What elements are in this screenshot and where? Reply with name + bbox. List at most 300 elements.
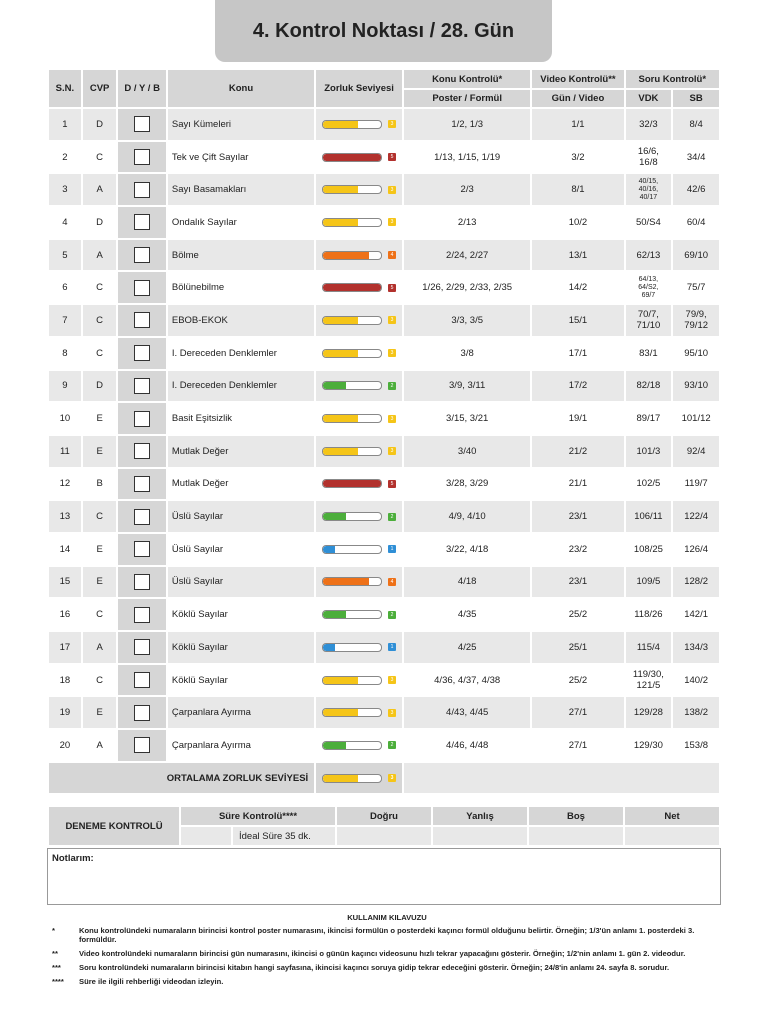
row-video: 25/1 xyxy=(532,632,623,663)
difficulty-bar xyxy=(322,381,382,390)
row-vdk: 129/28 xyxy=(626,697,672,728)
row-difficulty xyxy=(316,371,402,402)
row-sn: 12 xyxy=(49,469,81,500)
row-sb: 140/2 xyxy=(673,665,719,696)
row-cvp: D xyxy=(83,371,117,402)
row-vdk: 102/5 xyxy=(626,469,672,500)
row-dyb xyxy=(118,338,165,369)
difficulty-bar xyxy=(322,676,382,685)
difficulty-bar xyxy=(322,283,382,292)
difficulty-bar xyxy=(322,774,382,783)
yanlis-input[interactable] xyxy=(433,827,527,845)
row-konu: EBOB-EKOK xyxy=(168,305,314,336)
difficulty-bar xyxy=(322,447,382,456)
answer-checkbox[interactable] xyxy=(134,541,150,557)
guide-item xyxy=(52,963,722,972)
average-difficulty xyxy=(316,763,402,794)
row-sn: 6 xyxy=(49,272,81,303)
row-dyb xyxy=(118,501,165,532)
row-sn: 3 xyxy=(49,174,81,205)
answer-checkbox[interactable] xyxy=(134,182,150,198)
row-dyb xyxy=(118,272,165,303)
row-video: 27/1 xyxy=(532,697,623,728)
row-konu: Sayı Kümeleri xyxy=(168,109,314,140)
row-sb: 138/2 xyxy=(673,697,719,728)
table-row xyxy=(49,665,719,696)
row-video: 13/1 xyxy=(532,240,623,271)
row-poster: 1/26, 2/29, 2/33, 2/35 xyxy=(404,272,530,303)
guide-text: Soru kontrolündeki numaraların birincisi kitabın hangi sayfasına, ikincisi kaçıncı soruya gidip tekrar edeceğini gösterir. Örneğin; 24/8'in anlamı 24. sayfa 8. sorudur. xyxy=(79,963,670,972)
row-poster: 2/13 xyxy=(404,207,530,238)
difficulty-level-badge: 3 xyxy=(388,186,396,194)
row-sn: 5 xyxy=(49,240,81,271)
row-konu: Ondalık Sayılar xyxy=(168,207,314,238)
difficulty-level-badge: 5 xyxy=(388,153,396,161)
header-konu: Konu xyxy=(168,70,314,107)
row-konu: Çarpanlara Ayırma xyxy=(168,730,314,761)
header-sn: S.N. xyxy=(49,70,81,107)
row-difficulty xyxy=(316,174,402,205)
row-poster: 4/25 xyxy=(404,632,530,663)
row-dyb xyxy=(118,174,165,205)
row-poster: 3/8 xyxy=(404,338,530,369)
row-cvp: E xyxy=(83,403,117,434)
table-row xyxy=(49,371,719,402)
row-poster: 1/13, 1/15, 1/19 xyxy=(404,142,530,173)
difficulty-bar xyxy=(322,153,382,162)
row-cvp: E xyxy=(83,436,117,467)
row-cvp: A xyxy=(83,174,117,205)
page-title: 4. Kontrol Noktası / 28. Gün xyxy=(215,0,552,62)
difficulty-level-badge: 2 xyxy=(388,611,396,619)
row-poster: 4/46, 4/48 xyxy=(404,730,530,761)
row-sb: 95/10 xyxy=(673,338,719,369)
difficulty-bar xyxy=(322,708,382,717)
row-difficulty xyxy=(316,730,402,761)
answer-checkbox[interactable] xyxy=(134,247,150,263)
row-poster: 4/43, 4/45 xyxy=(404,697,530,728)
answer-checkbox[interactable] xyxy=(134,116,150,132)
net-input[interactable] xyxy=(625,827,719,845)
row-sn: 20 xyxy=(49,730,81,761)
row-dyb xyxy=(118,599,165,630)
difficulty-bar xyxy=(322,545,382,554)
difficulty-bar xyxy=(322,414,382,423)
row-dyb xyxy=(118,305,165,336)
answer-checkbox[interactable] xyxy=(134,312,150,328)
header-yanlis: Yanlış xyxy=(433,807,527,825)
row-sn: 11 xyxy=(49,436,81,467)
difficulty-level-badge: 5 xyxy=(388,480,396,488)
table-row xyxy=(49,142,719,173)
row-vdk: 50/S4 xyxy=(626,207,672,238)
row-vdk: 64/13, 64/S2, 69/7 xyxy=(626,272,672,303)
row-sn: 13 xyxy=(49,501,81,532)
answer-checkbox[interactable] xyxy=(134,411,150,427)
header-gun-video: Gün / Video xyxy=(532,90,623,107)
difficulty-level-badge: 3 xyxy=(388,447,396,455)
row-sb: 75/7 xyxy=(673,272,719,303)
header-zorluk: Zorluk Seviyesi xyxy=(316,70,402,107)
row-video: 10/2 xyxy=(532,207,623,238)
table-row xyxy=(49,697,719,728)
row-cvp: A xyxy=(83,240,117,271)
difficulty-bar xyxy=(322,610,382,619)
row-vdk: 119/30, 121/5 xyxy=(626,665,672,696)
difficulty-level-badge: 3 xyxy=(388,709,396,717)
header-dogru: Doğru xyxy=(337,807,431,825)
row-vdk: 40/15, 40/16, 40/17 xyxy=(626,174,672,205)
header-sb: SB xyxy=(673,90,719,107)
row-vdk: 82/18 xyxy=(626,371,672,402)
difficulty-level-badge: 3 xyxy=(388,316,396,324)
header-video-kontrol: Video Kontrolü** xyxy=(532,70,623,88)
notes-label: Notlarım: xyxy=(52,853,94,864)
row-sb: 119/7 xyxy=(673,469,719,500)
row-poster: 3/15, 3/21 xyxy=(404,403,530,434)
row-dyb xyxy=(118,567,165,598)
row-video: 15/1 xyxy=(532,305,623,336)
row-poster: 4/36, 4/37, 4/38 xyxy=(404,665,530,696)
row-video: 21/1 xyxy=(532,469,623,500)
row-vdk: 108/25 xyxy=(626,534,672,565)
row-sn: 10 xyxy=(49,403,81,434)
row-cvp: E xyxy=(83,567,117,598)
row-sb: 122/4 xyxy=(673,501,719,532)
difficulty-bar xyxy=(322,512,382,521)
row-vdk: 16/6, 16/8 xyxy=(626,142,672,173)
table-row xyxy=(49,403,719,434)
difficulty-bar xyxy=(322,741,382,750)
difficulty-bar xyxy=(322,316,382,325)
row-konu: Köklü Sayılar xyxy=(168,665,314,696)
row-difficulty xyxy=(316,207,402,238)
row-sb: 153/8 xyxy=(673,730,719,761)
ideal-sure: İdeal Süre 35 dk. xyxy=(233,827,335,845)
difficulty-bar xyxy=(322,643,382,652)
header-poster-formul: Poster / Formül xyxy=(404,90,530,107)
difficulty-level-badge: 3 xyxy=(388,774,396,782)
row-vdk: 89/17 xyxy=(626,403,672,434)
usage-guide xyxy=(52,913,722,991)
answer-checkbox[interactable] xyxy=(134,705,150,721)
difficulty-bar xyxy=(322,251,382,260)
notes-area[interactable] xyxy=(47,848,721,905)
answer-checkbox[interactable] xyxy=(134,574,150,590)
header-konu-kontrol: Konu Kontrolü* xyxy=(404,70,530,88)
difficulty-bar xyxy=(322,349,382,358)
row-difficulty xyxy=(316,632,402,663)
guide-mark: ** xyxy=(52,949,58,958)
row-difficulty xyxy=(316,469,402,500)
guide-mark: **** xyxy=(52,977,64,986)
row-konu: Basit Eşitsizlik xyxy=(168,403,314,434)
guide-text: Video kontrolündeki numaraların birincisi gün numarasını, ikincisi o günün kaçıncı videosunu hızlı tekrar yapacağını gösterir. Örneğin; 1/2'nin anlamı 1. gün 2. videodur. xyxy=(79,949,686,958)
row-poster: 4/9, 4/10 xyxy=(404,501,530,532)
row-sn: 9 xyxy=(49,371,81,402)
row-vdk: 83/1 xyxy=(626,338,672,369)
guide-mark: * xyxy=(52,926,55,935)
row-konu: I. Dereceden Denklemler xyxy=(168,338,314,369)
table-row xyxy=(49,534,719,565)
answer-checkbox[interactable] xyxy=(134,737,150,753)
row-difficulty xyxy=(316,665,402,696)
row-vdk: 115/4 xyxy=(626,632,672,663)
difficulty-bar xyxy=(322,577,382,586)
row-difficulty xyxy=(316,240,402,271)
row-dyb xyxy=(118,142,165,173)
difficulty-bar xyxy=(322,218,382,227)
row-video: 1/1 xyxy=(532,109,623,140)
guide-item xyxy=(52,949,722,958)
guide-item xyxy=(52,926,722,944)
row-sn: 15 xyxy=(49,567,81,598)
row-sb: 34/4 xyxy=(673,142,719,173)
row-konu: Mutlak Değer xyxy=(168,469,314,500)
difficulty-level-badge: 2 xyxy=(388,741,396,749)
row-dyb xyxy=(118,240,165,271)
row-cvp: B xyxy=(83,469,117,500)
row-cvp: D xyxy=(83,109,117,140)
row-poster: 3/3, 3/5 xyxy=(404,305,530,336)
table-row xyxy=(49,207,719,238)
row-vdk: 129/30 xyxy=(626,730,672,761)
row-vdk: 109/5 xyxy=(626,567,672,598)
difficulty-bar xyxy=(322,479,382,488)
row-sn: 17 xyxy=(49,632,81,663)
difficulty-level-badge: 5 xyxy=(388,284,396,292)
row-konu: Üslü Sayılar xyxy=(168,534,314,565)
difficulty-level-badge: 4 xyxy=(388,578,396,586)
header-net: Net xyxy=(625,807,719,825)
row-cvp: C xyxy=(83,665,117,696)
row-video: 25/2 xyxy=(532,599,623,630)
table-row xyxy=(49,436,719,467)
difficulty-level-badge: 2 xyxy=(388,513,396,521)
table-row xyxy=(49,109,719,140)
difficulty-level-badge: 3 xyxy=(388,120,396,128)
row-vdk: 32/3 xyxy=(626,109,672,140)
row-cvp: C xyxy=(83,305,117,336)
row-video: 25/2 xyxy=(532,665,623,696)
row-video: 19/1 xyxy=(532,403,623,434)
row-video: 14/2 xyxy=(532,272,623,303)
row-sn: 2 xyxy=(49,142,81,173)
row-konu: Üslü Sayılar xyxy=(168,567,314,598)
row-poster: 3/9, 3/11 xyxy=(404,371,530,402)
difficulty-level-badge: 3 xyxy=(388,218,396,226)
row-difficulty xyxy=(316,305,402,336)
row-konu: Sayı Basamakları xyxy=(168,174,314,205)
row-sb: 93/10 xyxy=(673,371,719,402)
row-sb: 79/9, 79/12 xyxy=(673,305,719,336)
answer-checkbox[interactable] xyxy=(134,345,150,361)
row-video: 17/1 xyxy=(532,338,623,369)
guide-mark: *** xyxy=(52,963,61,972)
row-vdk: 70/7, 71/10 xyxy=(626,305,672,336)
row-cvp: A xyxy=(83,730,117,761)
row-difficulty xyxy=(316,436,402,467)
row-dyb xyxy=(118,665,165,696)
row-sb: 8/4 xyxy=(673,109,719,140)
row-cvp: A xyxy=(83,632,117,663)
table-row xyxy=(49,599,719,630)
sure-empty-cell[interactable] xyxy=(181,827,231,845)
difficulty-level-badge: 1 xyxy=(388,545,396,553)
row-vdk: 62/13 xyxy=(626,240,672,271)
answer-checkbox[interactable] xyxy=(134,672,150,688)
guide-text: Süre ile ilgili rehberliği videodan izleyin. xyxy=(79,977,224,986)
row-poster: 4/18 xyxy=(404,567,530,598)
dogru-input[interactable] xyxy=(337,827,431,845)
row-konu: Bölünebilme xyxy=(168,272,314,303)
row-difficulty xyxy=(316,567,402,598)
answer-checkbox[interactable] xyxy=(134,149,150,165)
deneme-table xyxy=(47,805,721,847)
row-poster: 3/40 xyxy=(404,436,530,467)
row-cvp: C xyxy=(83,599,117,630)
row-cvp: E xyxy=(83,697,117,728)
difficulty-level-badge: 3 xyxy=(388,676,396,684)
row-poster: 3/28, 3/29 xyxy=(404,469,530,500)
difficulty-level-badge: 3 xyxy=(388,415,396,423)
row-sn: 18 xyxy=(49,665,81,696)
row-poster: 2/3 xyxy=(404,174,530,205)
row-dyb xyxy=(118,730,165,761)
row-video: 23/2 xyxy=(532,534,623,565)
header-sure-kontrol: Süre Kontrolü**** xyxy=(181,807,335,825)
answer-checkbox[interactable] xyxy=(134,639,150,655)
row-poster: 3/22, 4/18 xyxy=(404,534,530,565)
row-video: 17/2 xyxy=(532,371,623,402)
deneme-label: DENEME KONTROLÜ xyxy=(49,807,179,845)
answer-checkbox[interactable] xyxy=(134,214,150,230)
row-dyb xyxy=(118,697,165,728)
row-sb: 134/3 xyxy=(673,632,719,663)
row-poster: 1/2, 1/3 xyxy=(404,109,530,140)
row-vdk: 118/26 xyxy=(626,599,672,630)
row-konu: I. Dereceden Denklemler xyxy=(168,371,314,402)
row-dyb xyxy=(118,207,165,238)
header-bos: Boş xyxy=(529,807,623,825)
table-row xyxy=(49,240,719,271)
answer-checkbox[interactable] xyxy=(134,378,150,394)
difficulty-level-badge: 2 xyxy=(388,382,396,390)
row-sb: 92/4 xyxy=(673,436,719,467)
difficulty-level-badge: 1 xyxy=(388,643,396,651)
row-konu: Köklü Sayılar xyxy=(168,599,314,630)
difficulty-level-badge: 4 xyxy=(388,251,396,259)
row-sn: 16 xyxy=(49,599,81,630)
guide-item xyxy=(52,977,722,986)
answer-checkbox[interactable] xyxy=(134,443,150,459)
row-video: 23/1 xyxy=(532,501,623,532)
table-row xyxy=(49,338,719,369)
table-row xyxy=(49,174,719,205)
row-sn: 14 xyxy=(49,534,81,565)
row-difficulty xyxy=(316,109,402,140)
row-cvp: E xyxy=(83,534,117,565)
row-cvp: C xyxy=(83,142,117,173)
row-vdk: 106/11 xyxy=(626,501,672,532)
row-sb: 60/4 xyxy=(673,207,719,238)
row-poster: 4/35 xyxy=(404,599,530,630)
row-sn: 19 xyxy=(49,697,81,728)
row-konu: Mutlak Değer xyxy=(168,436,314,467)
header-vdk: VDK xyxy=(626,90,672,107)
difficulty-bar xyxy=(322,120,382,129)
row-dyb xyxy=(118,436,165,467)
row-video: 8/1 xyxy=(532,174,623,205)
row-video: 21/2 xyxy=(532,436,623,467)
row-cvp: C xyxy=(83,338,117,369)
row-konu: Tek ve Çift Sayılar xyxy=(168,142,314,173)
row-sn: 8 xyxy=(49,338,81,369)
row-poster: 2/24, 2/27 xyxy=(404,240,530,271)
row-dyb xyxy=(118,371,165,402)
row-sn: 4 xyxy=(49,207,81,238)
row-sb: 128/2 xyxy=(673,567,719,598)
row-cvp: C xyxy=(83,501,117,532)
row-difficulty xyxy=(316,599,402,630)
row-vdk: 101/3 xyxy=(626,436,672,467)
table-row xyxy=(49,730,719,761)
difficulty-bar xyxy=(322,185,382,194)
answer-checkbox[interactable] xyxy=(134,607,150,623)
table-row xyxy=(49,469,719,500)
bos-input[interactable] xyxy=(529,827,623,845)
row-difficulty xyxy=(316,534,402,565)
row-video: 27/1 xyxy=(532,730,623,761)
table-row xyxy=(49,501,719,532)
row-difficulty xyxy=(316,338,402,369)
row-dyb xyxy=(118,534,165,565)
row-difficulty xyxy=(316,697,402,728)
answer-checkbox[interactable] xyxy=(134,476,150,492)
control-table xyxy=(47,68,721,795)
header-soru-kontrol: Soru Kontrolü* xyxy=(626,70,719,88)
answer-checkbox[interactable] xyxy=(134,509,150,525)
row-difficulty xyxy=(316,142,402,173)
row-sb: 142/1 xyxy=(673,599,719,630)
row-konu: Üslü Sayılar xyxy=(168,501,314,532)
row-sb: 126/4 xyxy=(673,534,719,565)
difficulty-level-badge: 3 xyxy=(388,349,396,357)
table-row xyxy=(49,632,719,663)
row-dyb xyxy=(118,632,165,663)
row-dyb xyxy=(118,469,165,500)
row-konu: Çarpanlara Ayırma xyxy=(168,697,314,728)
row-sn: 1 xyxy=(49,109,81,140)
row-dyb xyxy=(118,109,165,140)
row-video: 3/2 xyxy=(532,142,623,173)
guide-title: KULLANIM KILAVUZU xyxy=(347,913,427,922)
guide-text: Konu kontrolündeki numaraların birincisi kontrol poster numarasını, ikincisi formülün o posterdeki kaçıncı formül olduğunu belirtir. Örneğin; 1/3'ün anlamı 1. posterdeki 3. formüldür. xyxy=(79,926,695,944)
row-sn: 7 xyxy=(49,305,81,336)
header-dyb: D / Y / B xyxy=(118,70,165,107)
header-cvp: CVP xyxy=(83,70,117,107)
row-cvp: D xyxy=(83,207,117,238)
row-konu: Bölme xyxy=(168,240,314,271)
row-difficulty xyxy=(316,403,402,434)
table-row xyxy=(49,272,719,303)
row-sb: 69/10 xyxy=(673,240,719,271)
answer-checkbox[interactable] xyxy=(134,280,150,296)
table-row xyxy=(49,567,719,598)
row-difficulty xyxy=(316,501,402,532)
row-dyb xyxy=(118,403,165,434)
table-row xyxy=(49,305,719,336)
